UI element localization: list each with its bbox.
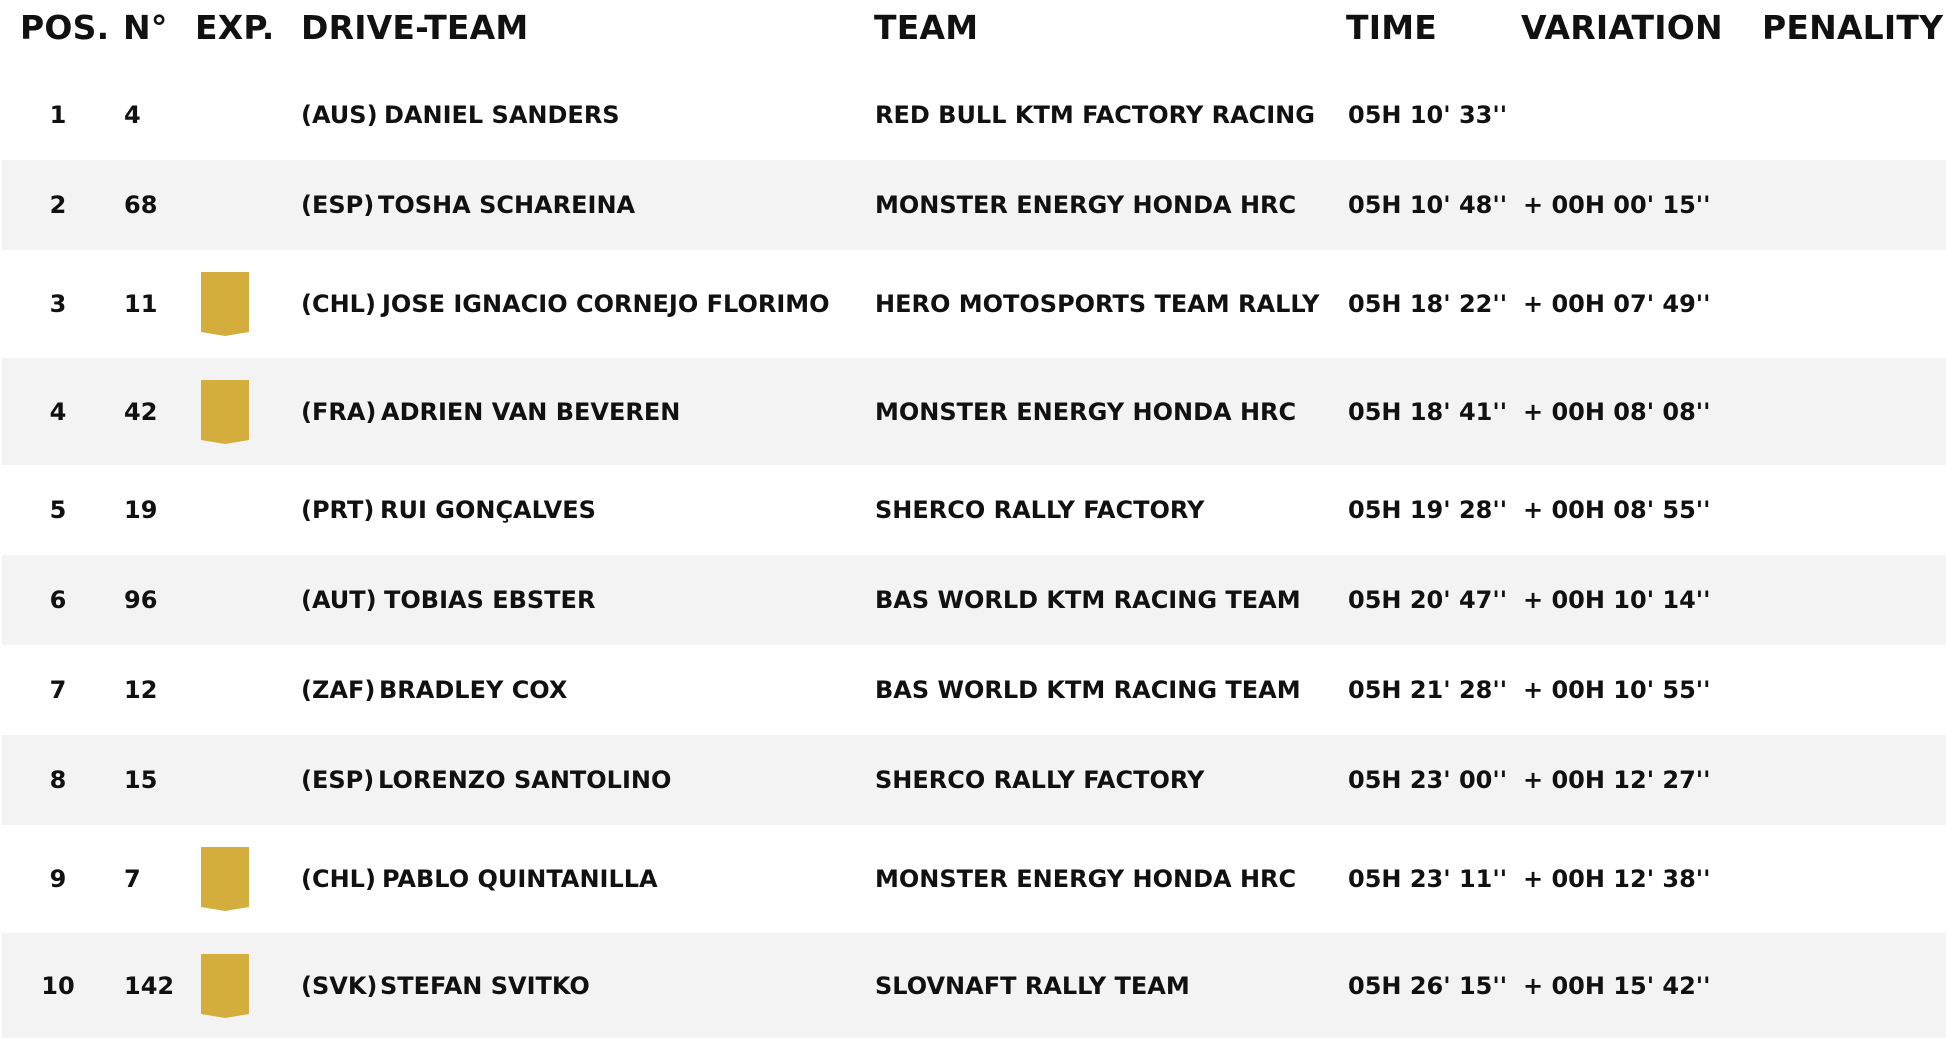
expert-badge-icon <box>201 380 249 444</box>
table-row[interactable] <box>2 555 1946 645</box>
cell-variation: + 00H 12' 27'' <box>1523 766 1711 794</box>
cell-time: 05H 20' 47'' <box>1348 586 1508 614</box>
cell-number: 68 <box>124 191 158 219</box>
cell-number: 7 <box>124 865 141 893</box>
cell-pos: 3 <box>49 290 67 318</box>
cell-time: 05H 21' 28'' <box>1348 676 1508 704</box>
cell-team: RED BULL KTM FACTORY RACING <box>875 101 1315 129</box>
cell-number: 15 <box>124 766 158 794</box>
cell-rider-name: BRADLEY COX <box>379 676 568 704</box>
cell-team: SHERCO RALLY FACTORY <box>875 766 1205 794</box>
cell-variation: + 00H 15' 42'' <box>1523 971 1711 1000</box>
expert-badge-icon <box>201 847 249 911</box>
cell-time: 05H 10' 48'' <box>1348 191 1508 219</box>
cell-variation: + 00H 08' 08'' <box>1523 397 1711 426</box>
header-variation: VARIATION <box>1521 8 1723 47</box>
table-row[interactable] <box>2 933 1946 1038</box>
cell-pos: 1 <box>49 101 67 129</box>
cell-pos: 4 <box>49 397 67 426</box>
header-penality: PENALITY <box>1762 8 1944 47</box>
cell-nationality: (SVK) <box>301 971 378 1000</box>
cell-pos: 6 <box>49 586 67 614</box>
cell-pos: 9 <box>49 865 67 893</box>
cell-rider-name: RUI GONÇALVES <box>380 496 596 524</box>
cell-rider-name: TOBIAS EBSTER <box>384 586 596 614</box>
cell-number: 11 <box>124 290 158 318</box>
cell-rider-name: JOSE IGNACIO CORNEJO FLORIMO <box>382 290 830 318</box>
header-exp: EXP. <box>195 8 275 47</box>
header-drive-team: DRIVE-TEAM <box>301 8 529 47</box>
cell-team: MONSTER ENERGY HONDA HRC <box>875 397 1297 426</box>
cell-time: 05H 10' 33'' <box>1348 101 1508 129</box>
table-header <box>0 0 1946 62</box>
cell-nationality: (ESP) <box>301 766 375 794</box>
table-row[interactable] <box>2 250 1946 358</box>
cell-pos: 7 <box>49 676 67 704</box>
expert-badge-icon <box>201 272 249 336</box>
expert-badge-icon <box>201 954 249 1018</box>
table-row[interactable] <box>2 645 1946 735</box>
cell-time: 05H 19' 28'' <box>1348 496 1508 524</box>
cell-nationality: (PRT) <box>301 496 375 524</box>
cell-nationality: (ZAF) <box>301 676 376 704</box>
cell-pos: 2 <box>49 191 67 219</box>
cell-team: SHERCO RALLY FACTORY <box>875 496 1205 524</box>
cell-variation: + 00H 00' 15'' <box>1523 191 1711 219</box>
cell-number: 4 <box>124 101 141 129</box>
cell-nationality: (CHL) <box>301 290 376 318</box>
cell-rider-name: ADRIEN VAN BEVEREN <box>381 397 681 426</box>
cell-rider-name: DANIEL SANDERS <box>384 101 620 129</box>
cell-time: 05H 18' 41'' <box>1348 397 1508 426</box>
cell-nationality: (CHL) <box>301 865 376 893</box>
table-row[interactable] <box>2 160 1946 250</box>
cell-variation: + 00H 12' 38'' <box>1523 865 1711 893</box>
cell-variation: + 00H 08' 55'' <box>1523 496 1711 524</box>
cell-rider-name: TOSHA SCHAREINA <box>378 191 636 219</box>
cell-team: MONSTER ENERGY HONDA HRC <box>875 191 1297 219</box>
cell-nationality: (AUT) <box>301 586 377 614</box>
table-row[interactable] <box>2 735 1946 825</box>
cell-number: 19 <box>124 496 158 524</box>
cell-time: 05H 18' 22'' <box>1348 290 1508 318</box>
cell-number: 42 <box>124 397 158 426</box>
cell-time: 05H 23' 00'' <box>1348 766 1508 794</box>
table-row[interactable] <box>2 825 1946 933</box>
header-time: TIME <box>1346 8 1437 47</box>
cell-time: 05H 23' 11'' <box>1348 865 1508 893</box>
cell-nationality: (FRA) <box>301 397 377 426</box>
cell-variation: + 00H 10' 14'' <box>1523 586 1711 614</box>
cell-rider-name: LORENZO SANTOLINO <box>378 766 672 794</box>
header-pos: POS. <box>20 8 110 47</box>
header-number: N° <box>123 8 168 47</box>
table-row[interactable] <box>2 465 1946 555</box>
cell-nationality: (AUS) <box>301 101 378 129</box>
cell-rider-name: STEFAN SVITKO <box>380 971 590 1000</box>
cell-variation: + 00H 07' 49'' <box>1523 290 1711 318</box>
cell-pos: 5 <box>49 496 67 524</box>
cell-team: BAS WORLD KTM RACING TEAM <box>875 586 1301 614</box>
cell-time: 05H 26' 15'' <box>1348 971 1508 1000</box>
cell-team: HERO MOTOSPORTS TEAM RALLY <box>875 290 1320 318</box>
cell-team: BAS WORLD KTM RACING TEAM <box>875 676 1301 704</box>
cell-team: SLOVNAFT RALLY TEAM <box>875 971 1190 1000</box>
header-team: TEAM <box>874 8 979 47</box>
cell-number: 142 <box>124 971 175 1000</box>
table-row[interactable] <box>2 358 1946 465</box>
cell-team: MONSTER ENERGY HONDA HRC <box>875 865 1297 893</box>
cell-variation: + 00H 10' 55'' <box>1523 676 1711 704</box>
cell-nationality: (ESP) <box>301 191 375 219</box>
cell-pos: 8 <box>49 766 67 794</box>
cell-number: 96 <box>124 586 158 614</box>
cell-pos: 10 <box>41 971 75 1000</box>
cell-number: 12 <box>124 676 158 704</box>
table-row[interactable] <box>2 73 1946 157</box>
cell-rider-name: PABLO QUINTANILLA <box>382 865 658 893</box>
